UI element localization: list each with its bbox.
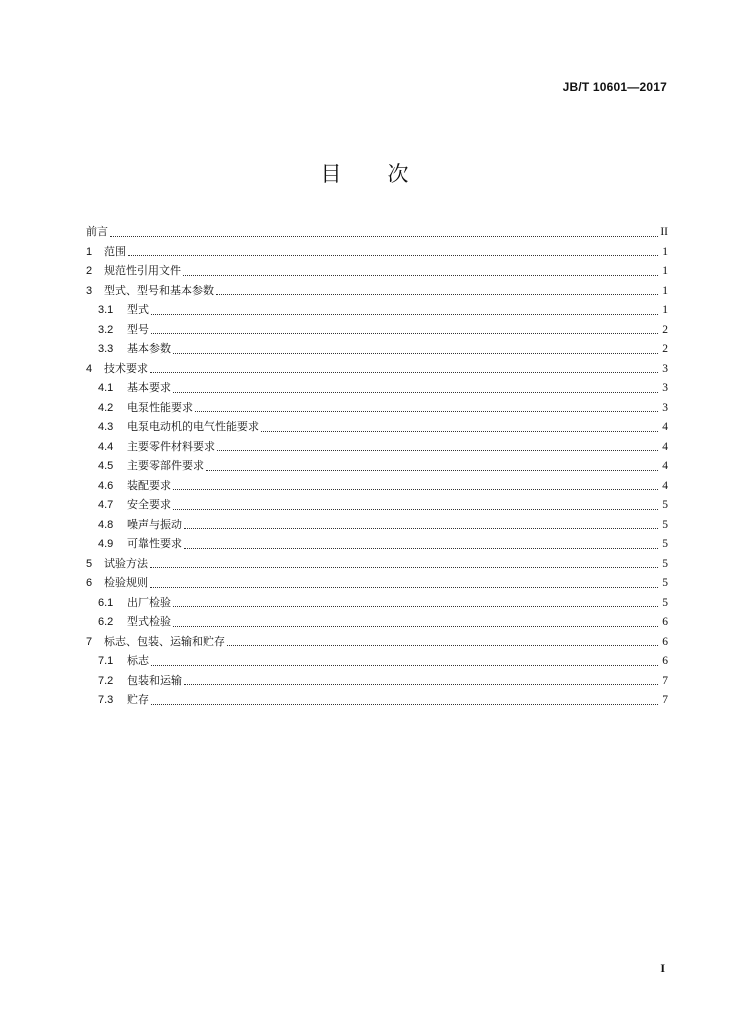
toc-entry[interactable] — [86, 417, 668, 437]
toc-entry-number: 6.2 — [98, 616, 114, 628]
toc-leader-dots — [206, 469, 658, 471]
toc-leader-dots — [173, 508, 658, 510]
toc-entry-number: 7.2 — [98, 674, 114, 687]
toc-entry-number: 3.2 — [98, 323, 114, 336]
toc-entry-title: 装配要求 — [127, 478, 171, 492]
toc-entry-number: 6.1 — [98, 596, 114, 609]
toc-entry-title: 噪声与振动 — [127, 517, 182, 531]
toc-entry-page: II — [660, 226, 668, 238]
toc-entry-number: 1 — [86, 245, 93, 258]
toc-entry[interactable] — [86, 573, 668, 593]
toc-entry-title: 标志 — [127, 654, 149, 667]
toc-entry[interactable] — [86, 612, 668, 632]
toc-entry-number: 4.9 — [98, 538, 114, 550]
toc-entry-number: 3.1 — [98, 304, 114, 316]
toc-entry-number: 6 — [86, 577, 93, 589]
toc-entry-title: 规范性引用文件 — [104, 264, 181, 277]
toc-entry[interactable] — [86, 690, 668, 710]
toc-entry-title: 出厂检验 — [127, 595, 171, 609]
toc-entry-number: 4.7 — [98, 499, 114, 511]
toc-title — [0, 158, 729, 188]
toc-entry[interactable] — [86, 554, 668, 574]
toc-entry-page: 6 — [662, 635, 668, 648]
toc-entry-title: 型号 — [127, 322, 149, 336]
toc-entry[interactable] — [86, 242, 668, 262]
toc-leader-dots — [184, 683, 658, 685]
toc-entry-number: 3.3 — [98, 343, 114, 355]
toc-entry[interactable] — [86, 515, 668, 535]
toc-entry-page: 6 — [662, 655, 668, 667]
toc-entry-page: 1 — [662, 284, 668, 297]
toc-entry-title: 技术要求 — [104, 361, 148, 375]
toc-entry[interactable] — [86, 593, 668, 613]
toc-entry-title: 型式 — [127, 303, 149, 316]
toc-leader-dots — [173, 605, 658, 607]
toc-entry-number: 4.8 — [98, 518, 114, 531]
toc-entry[interactable] — [86, 437, 668, 457]
toc-leader-dots — [216, 293, 658, 295]
toc-entry-number: 5 — [86, 557, 93, 570]
toc-entry[interactable] — [86, 281, 668, 301]
toc-entry[interactable] — [86, 534, 668, 554]
toc-entry-number: 7 — [86, 635, 93, 648]
toc-leader-dots — [150, 566, 658, 568]
toc-leader-dots — [151, 703, 658, 705]
toc-entry-page: 4 — [662, 440, 668, 453]
toc-leader-dots — [150, 586, 658, 588]
toc-entry-number: 7.3 — [98, 694, 114, 706]
toc-entry-title: 标志、包装、运输和贮存 — [104, 634, 225, 648]
toc-entry[interactable] — [86, 339, 668, 359]
toc-entry-number: 4.4 — [98, 440, 114, 453]
toc-entry[interactable] — [86, 632, 668, 652]
toc-entry-page: 3 — [662, 362, 668, 375]
toc-entry-page: 3 — [662, 401, 668, 414]
toc-leader-dots — [173, 391, 658, 393]
toc-entry-page: 5 — [662, 577, 668, 589]
toc-entry-page: 1 — [662, 245, 668, 258]
toc-entry-number: 4.3 — [98, 421, 114, 433]
toc-entry-page: 7 — [662, 674, 668, 687]
toc-entry-title: 可靠性要求 — [127, 537, 182, 550]
toc-leader-dots — [173, 352, 658, 354]
toc-title-char-1: 目 — [320, 162, 342, 186]
toc-entry-page: 4 — [662, 460, 668, 472]
toc-leader-dots — [173, 488, 658, 490]
toc-leader-dots — [150, 371, 658, 373]
toc-entry-title: 基本参数 — [127, 342, 171, 355]
toc-entry-title: 安全要求 — [127, 498, 171, 511]
toc-entry-title: 主要零部件要求 — [127, 459, 204, 472]
toc-entry-page: 5 — [662, 499, 668, 511]
toc-entry-number: 3 — [86, 284, 93, 297]
toc-entry-title: 电泵性能要求 — [127, 400, 193, 414]
toc-entry-title: 包装和运输 — [127, 673, 182, 687]
toc-leader-dots — [183, 274, 658, 276]
toc-leader-dots — [195, 410, 658, 412]
toc-entry[interactable] — [86, 456, 668, 476]
toc-leader-dots — [217, 449, 658, 451]
toc-entry-number: 4.1 — [98, 382, 114, 394]
toc-entry-title: 范围 — [104, 244, 126, 258]
toc-entry-page: 7 — [662, 694, 668, 706]
toc-entry-page: 1 — [662, 265, 668, 277]
standard-code: JB/T 10601—2017 — [562, 80, 667, 94]
toc-leader-dots — [227, 644, 658, 646]
toc-entry[interactable] — [86, 222, 668, 242]
toc-entry[interactable] — [86, 495, 668, 515]
toc-entry-number: 4.6 — [98, 479, 114, 492]
toc-leader-dots — [151, 664, 658, 666]
toc-entry-number: 2 — [86, 265, 93, 277]
toc-entry-page: 2 — [662, 323, 668, 336]
toc-entry-title: 试验方法 — [104, 556, 148, 570]
toc-entry-title: 型式、型号和基本参数 — [104, 283, 214, 297]
toc-entry-page: 5 — [662, 538, 668, 550]
toc-entry-title: 主要零件材料要求 — [127, 439, 215, 453]
toc-entry[interactable] — [86, 476, 668, 496]
toc-entry-title: 基本要求 — [127, 381, 171, 394]
toc-leader-dots — [128, 254, 658, 256]
toc-leader-dots — [173, 625, 658, 627]
toc-entry-page: 1 — [662, 304, 668, 316]
toc-leader-dots — [261, 430, 658, 432]
toc-leader-dots — [184, 527, 658, 529]
toc-entry[interactable] — [86, 359, 668, 379]
toc-entry-title: 前言 — [86, 225, 108, 238]
toc-entry[interactable] — [86, 261, 668, 281]
toc-entry-page: 4 — [662, 479, 668, 492]
toc-entry[interactable] — [86, 320, 668, 340]
toc-entry[interactable] — [86, 300, 668, 320]
toc-title-char-2: 次 — [387, 162, 409, 186]
toc-entry-page: 5 — [662, 518, 668, 531]
toc-list — [86, 222, 668, 710]
toc-entry-number: 4.2 — [98, 401, 114, 414]
toc-entry[interactable] — [86, 398, 668, 418]
toc-leader-dots — [151, 313, 658, 315]
toc-leader-dots — [184, 547, 658, 549]
toc-entry[interactable] — [86, 671, 668, 691]
toc-entry-page: 5 — [662, 557, 668, 570]
toc-entry-title: 型式检验 — [127, 615, 171, 628]
toc-leader-dots — [110, 235, 658, 237]
toc-entry-number: 4 — [86, 362, 93, 375]
page-number: I — [660, 961, 665, 975]
toc-entry-title: 电泵电动机的电气性能要求 — [127, 420, 259, 433]
toc-entry-page: 5 — [662, 596, 668, 609]
toc-entry-number: 4.5 — [98, 460, 114, 472]
toc-leader-dots — [151, 332, 658, 334]
toc-entry[interactable] — [86, 651, 668, 671]
toc-entry-number: 7.1 — [98, 655, 114, 667]
toc-entry-page: 3 — [662, 382, 668, 394]
toc-entry-page: 4 — [662, 421, 668, 433]
toc-entry-title: 贮存 — [127, 693, 149, 706]
toc-entry[interactable] — [86, 378, 668, 398]
toc-entry-page: 6 — [662, 616, 668, 628]
toc-entry-page: 2 — [662, 343, 668, 355]
toc-entry-title: 检验规则 — [104, 576, 148, 589]
